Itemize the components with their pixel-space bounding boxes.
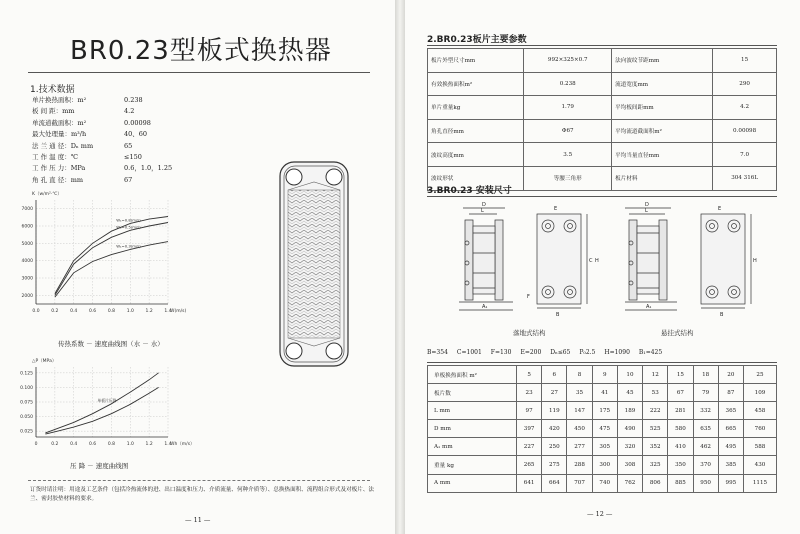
- left-page: [0, 0, 395, 534]
- dim-param: Dₙ≤65: [550, 349, 571, 356]
- dims-cell: 420: [542, 420, 567, 438]
- dims-header-label: 单板换热面积 m²: [428, 366, 517, 384]
- dims-cell: 320: [617, 438, 642, 456]
- pressure-drop-chart: [12, 355, 197, 450]
- x-axis-label: W(m/s): [170, 309, 187, 314]
- params-cell: 流道宽度mm: [612, 72, 713, 96]
- dims-cell: 588: [743, 438, 776, 456]
- x-tick-label: 0.2: [51, 442, 59, 447]
- dims-cell: 707: [567, 474, 592, 492]
- label-e-hanging: E: [718, 206, 722, 212]
- dims-cell: 762: [617, 474, 642, 492]
- params-row: [428, 143, 777, 167]
- section1-title: 1.技术数据: [30, 85, 75, 95]
- label-h-hanging: H: [753, 258, 757, 264]
- dims-cell: 370: [693, 456, 718, 474]
- params-row: [428, 96, 777, 120]
- y-tick-label: 0.100: [20, 385, 33, 391]
- note-rule: [28, 480, 370, 481]
- spec-value: 0.6，1.0，1.25: [124, 164, 173, 173]
- dim-param: H=1090: [604, 349, 630, 356]
- dims-row-label: 板片数: [428, 384, 517, 402]
- hanging-type-side-view: [625, 208, 677, 310]
- dims-cell: 325: [643, 456, 668, 474]
- dims-row: [428, 456, 777, 474]
- dims-cell: 495: [718, 438, 743, 456]
- params-row: [428, 49, 777, 73]
- params-row: [428, 119, 777, 143]
- spec-value: 65: [124, 141, 133, 150]
- params-cell: 平均板间距mm: [612, 96, 713, 120]
- dims-cell: 109: [743, 384, 776, 402]
- hanging-type-front-view: [701, 214, 751, 308]
- order-note: 订货时请注明：用途及工艺条件（包括冷热流体的进、出口温度和压力、介质流量、何种介质等）、总换热面积、流程组合形式及对板片、法兰、密封胶垫材料的要求。: [30, 487, 375, 502]
- dims-cell: 385: [718, 456, 743, 474]
- x-tick-label: 1.4: [164, 442, 172, 447]
- x-tick-label: 0.6: [88, 442, 97, 447]
- label-d-hanging: D: [645, 202, 649, 208]
- dims-cell: 332: [693, 402, 718, 420]
- series-line: [45, 373, 158, 433]
- dims-cell: 67: [668, 384, 693, 402]
- params-cell: 平均流道截面积m²: [612, 119, 713, 143]
- dim-param: P₀2.5: [579, 349, 596, 356]
- params-cell: 0.238: [524, 72, 612, 96]
- y-tick-label: 0.050: [20, 415, 33, 421]
- y-tick-label: 7000: [21, 207, 33, 213]
- dims-cell: 281: [668, 402, 693, 420]
- series-label: W₁=0.8(m/s): [116, 217, 141, 223]
- params-cell: 290: [713, 72, 777, 96]
- spec-row: [32, 129, 172, 140]
- y-tick-label: 3000: [21, 276, 33, 282]
- params-cell: 波纹高度mm: [428, 143, 524, 167]
- dim-param: B₁=425: [638, 349, 663, 356]
- dimensions-table: [427, 365, 777, 493]
- dim-param: F=130: [490, 349, 512, 356]
- dims-cell: 305: [592, 438, 617, 456]
- params-cell: 3.5: [524, 143, 612, 167]
- dims-cell: 35: [567, 384, 592, 402]
- section3-title: 3.BR0.23 安装尺寸: [427, 186, 512, 196]
- y-tick-label: 0.075: [20, 400, 33, 406]
- dims-cell: 288: [567, 456, 592, 474]
- dims-cell: 458: [743, 402, 776, 420]
- y-tick-label: 5000: [21, 241, 33, 247]
- x-tick-label: 1.4: [164, 309, 172, 314]
- hanging-caption: 悬挂式结构: [661, 329, 694, 337]
- dims-cell: 308: [617, 456, 642, 474]
- dims-header-cell: 9: [592, 366, 617, 384]
- dim-param: B=354: [427, 349, 448, 356]
- spec-row: [32, 106, 172, 117]
- section2-title: 2.BR0.23板片主要参数: [427, 35, 527, 45]
- dims-header-cell: 5: [517, 366, 542, 384]
- spec-label: 单流道截面积：m²: [32, 118, 87, 127]
- params-cell: Φ67: [524, 119, 612, 143]
- dims-cell: 250: [542, 438, 567, 456]
- x-axis-label: Wh（m/s）: [170, 442, 195, 447]
- x-tick-label: 0.0: [32, 309, 40, 314]
- dims-cell: 222: [643, 402, 668, 420]
- spec-label: 法 兰 通 径：Dₙ mm: [32, 141, 94, 150]
- section2-rule: [427, 45, 777, 46]
- spec-value: 67: [124, 175, 133, 184]
- dims-cell: 760: [743, 420, 776, 438]
- dims-cell: 740: [592, 474, 617, 492]
- label-l-hanging: L: [645, 208, 648, 214]
- spec-value: 0.00098: [124, 118, 151, 127]
- dim-param: E=200: [520, 349, 542, 356]
- dims-cell: 227: [517, 438, 542, 456]
- dims-header-cell: 18: [693, 366, 718, 384]
- dims-cell: 189: [617, 402, 642, 420]
- dims-cell: 27: [542, 384, 567, 402]
- dims-cell: 475: [592, 420, 617, 438]
- dims-header-cell: 8: [567, 366, 592, 384]
- dims-row-label: 重量 kg: [428, 456, 517, 474]
- label-d-floor: D: [482, 202, 486, 208]
- dims-cell: 147: [567, 402, 592, 420]
- dims-cell: 53: [643, 384, 668, 402]
- dims-cell: 806: [643, 474, 668, 492]
- dims-cell: 352: [643, 438, 668, 456]
- spec-value: 0.238: [124, 96, 143, 104]
- spec-row: [32, 175, 172, 186]
- x-tick-label: 0: [34, 442, 38, 447]
- y-tick-label: 0.125: [20, 371, 33, 377]
- dims-cell: 490: [617, 420, 642, 438]
- spec-row: [32, 152, 172, 163]
- chart2-caption: 压 降 － 速度曲线图: [70, 462, 129, 470]
- book-gutter: [395, 0, 405, 534]
- dims-cell: 885: [668, 474, 693, 492]
- label-e-floor: E: [554, 206, 558, 212]
- dims-cell: 45: [617, 384, 642, 402]
- params-cell: 15: [713, 49, 777, 73]
- floor-type-side-view: [459, 208, 513, 310]
- chart1-caption: 传热系数 － 速度曲线图（水 － 水）: [58, 340, 164, 348]
- dimension-params-line: [427, 349, 671, 356]
- y-axis-label: △P（MPa）: [32, 359, 57, 364]
- dims-cell: 430: [743, 456, 776, 474]
- x-tick-label: 1.0: [126, 442, 134, 447]
- y-tick-label: 6000: [21, 224, 33, 230]
- dims-cell: 97: [517, 402, 542, 420]
- dims-cell: 664: [542, 474, 567, 492]
- floor-caption: 落地式结构: [513, 329, 546, 337]
- params-cell: 平均当量直径mm: [612, 143, 713, 167]
- page-number-left: — 11 —: [185, 516, 211, 524]
- label-a1-hanging: A₁: [646, 304, 652, 310]
- spec-value: ≤150: [124, 153, 142, 162]
- y-axis-label: K（w/m²·℃）: [32, 192, 62, 197]
- installation-drawing: [445, 198, 765, 320]
- params-cell: 304 316L: [713, 166, 777, 190]
- x-tick-label: 1.0: [126, 309, 134, 314]
- params-cell: 角孔直径mm: [428, 119, 524, 143]
- dims-header-row: [428, 366, 777, 384]
- dims-row-label: A₁ mm: [428, 438, 517, 456]
- dims-cell: 79: [693, 384, 718, 402]
- spec-row: [32, 118, 172, 129]
- plate-drawing: [272, 158, 357, 370]
- page-number-right: — 12 —: [587, 510, 613, 518]
- y-tick-label: 2000: [21, 293, 33, 299]
- series-label: W₁=0.5(m/s): [116, 224, 141, 230]
- dims-cell: 397: [517, 420, 542, 438]
- dims-cell: 641: [517, 474, 542, 492]
- floor-type-front-view: [537, 214, 587, 308]
- dims-rule: [427, 362, 777, 363]
- dims-row: [428, 402, 777, 420]
- params-cell: 法向波纹节距mm: [612, 49, 713, 73]
- dims-cell: 175: [592, 402, 617, 420]
- dims-header-cell: 20: [718, 366, 743, 384]
- dim-param: C=1001: [456, 349, 482, 356]
- dims-cell: 450: [567, 420, 592, 438]
- params-cell: 有效换热面积m²: [428, 72, 524, 96]
- label-b-floor: B: [556, 312, 560, 318]
- dims-cell: 635: [693, 420, 718, 438]
- label-a1-floor: A₁: [482, 304, 488, 310]
- dims-header-cell: 12: [643, 366, 668, 384]
- x-tick-label: 0.4: [70, 309, 78, 314]
- dims-cell: 410: [668, 438, 693, 456]
- spec-value: 4.2: [124, 107, 135, 116]
- label-l-floor: L: [481, 208, 484, 214]
- spec-label: 最大处理量：m³/h: [32, 130, 87, 139]
- params-cell: 单片重量kg: [428, 96, 524, 120]
- dims-row-label: L mm: [428, 402, 517, 420]
- dims-cell: 265: [517, 456, 542, 474]
- spec-row: [32, 163, 172, 174]
- x-tick-label: 0.6: [88, 309, 97, 314]
- y-tick-label: 4000: [21, 259, 33, 265]
- label-c-floor: C: [589, 258, 593, 264]
- dims-cell: 462: [693, 438, 718, 456]
- dims-row: [428, 384, 777, 402]
- dims-cell: 23: [517, 384, 542, 402]
- title-rule: [28, 72, 370, 73]
- label-f-floor: F: [527, 294, 530, 300]
- x-tick-label: 0.8: [107, 442, 116, 447]
- right-page: [405, 0, 800, 534]
- params-cell: 7.0: [713, 143, 777, 167]
- spec-row: [32, 141, 172, 152]
- dims-row: [428, 438, 777, 456]
- params-cell: 992×325×0.7: [524, 49, 612, 73]
- x-tick-label: 0.4: [70, 442, 78, 447]
- dims-row: [428, 474, 777, 492]
- page-title: BR0.23型板式换热器: [70, 36, 332, 66]
- dims-cell: 665: [718, 420, 743, 438]
- section3-rule: [427, 196, 777, 197]
- dims-cell: 350: [668, 456, 693, 474]
- dims-cell: 1115: [743, 474, 776, 492]
- params-cell: 0.00098: [713, 119, 777, 143]
- dims-header-cell: 6: [542, 366, 567, 384]
- dims-header-cell: 15: [668, 366, 693, 384]
- params-cell: 板片外型尺寸mm: [428, 49, 524, 73]
- spec-label: 板 间 距：mm: [32, 107, 75, 116]
- series-label: W₁=0.3(m/s): [116, 243, 141, 249]
- spec-value: 40、60: [124, 130, 148, 139]
- label-h-floor: H: [595, 258, 599, 264]
- series-label: 单板片压降: [97, 397, 117, 403]
- dims-cell: 275: [542, 456, 567, 474]
- spec-row: [32, 95, 172, 106]
- dims-row: [428, 420, 777, 438]
- params-cell: 板片材料: [612, 166, 713, 190]
- x-tick-label: 0.8: [107, 309, 116, 314]
- x-tick-label: 1.2: [145, 309, 153, 314]
- x-tick-label: 0.2: [51, 309, 59, 314]
- plate-params-table: [427, 48, 777, 191]
- spec-label: 角 孔 直 径：mm: [32, 175, 84, 184]
- dims-cell: 365: [718, 402, 743, 420]
- dims-cell: 41: [592, 384, 617, 402]
- params-cell: 1.79: [524, 96, 612, 120]
- dims-row-label: D mm: [428, 420, 517, 438]
- spec-list: [32, 95, 172, 186]
- dims-row-label: A mm: [428, 474, 517, 492]
- params-cell: 4.2: [713, 96, 777, 120]
- heat-transfer-chart: [12, 186, 197, 318]
- dims-cell: 300: [592, 456, 617, 474]
- params-cell: 波纹形状: [428, 166, 524, 190]
- label-b-hanging: B: [720, 312, 724, 318]
- spec-label: 工 作 温 度：℃: [32, 153, 78, 162]
- spec-label: 单片换热面积：m²: [32, 96, 87, 104]
- params-row: [428, 72, 777, 96]
- dims-cell: 87: [718, 384, 743, 402]
- dims-cell: 995: [718, 474, 743, 492]
- dims-cell: 525: [643, 420, 668, 438]
- y-tick-label: 0.025: [20, 429, 33, 435]
- spec-label: 工 作 压 力：MPa: [32, 164, 86, 173]
- params-cell: 等腰三角形: [524, 166, 612, 190]
- dims-cell: 950: [693, 474, 718, 492]
- dims-header-cell: 25: [743, 366, 776, 384]
- dims-cell: 580: [668, 420, 693, 438]
- x-tick-label: 1.2: [145, 442, 153, 447]
- dims-cell: 119: [542, 402, 567, 420]
- dims-header-cell: 10: [617, 366, 642, 384]
- dims-cell: 277: [567, 438, 592, 456]
